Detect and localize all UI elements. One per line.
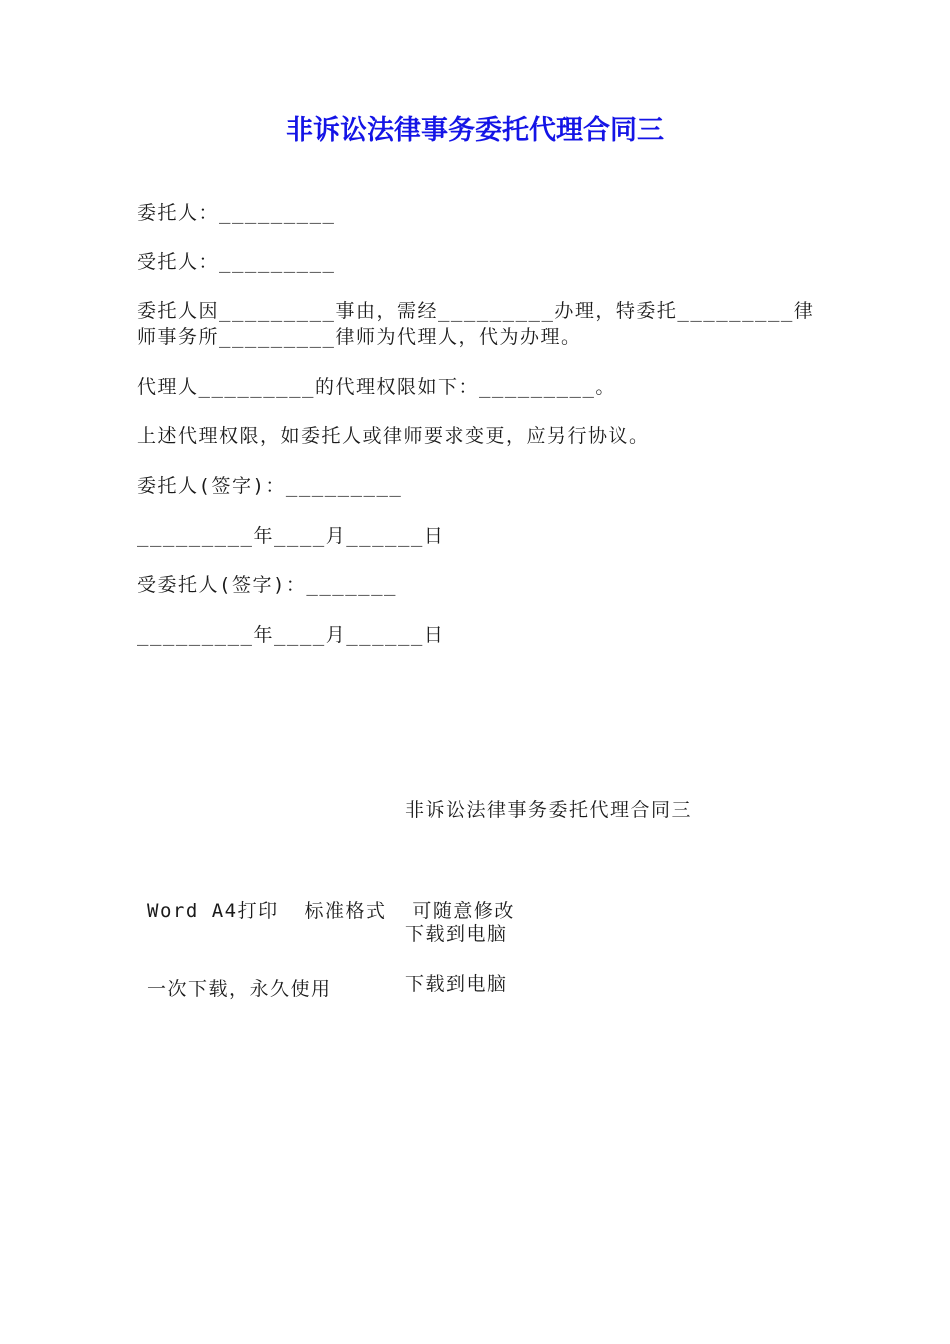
principal-date-line: _________年____月______日 — [137, 525, 445, 547]
feature-line-1: Word A4打印 标准格式 可随意修改 — [147, 900, 515, 922]
principal-line: 委托人：_________ — [137, 202, 336, 224]
page-title: 非诉讼法律事务委托代理合同三 — [286, 115, 664, 146]
download-link-1[interactable]: 下载到电脑 — [405, 923, 508, 945]
agent-date-line: _________年____月______日 — [137, 624, 445, 646]
download-link-2[interactable]: 下载到电脑 — [405, 973, 508, 995]
authority-paragraph: 代理人_________的代理权限如下：_________。 — [137, 376, 616, 398]
feature-line-2: 一次下载，永久使用 — [147, 978, 332, 1000]
agent-line: 受托人：_________ — [137, 251, 336, 273]
entrustment-paragraph: 委托人因_________事由，需经_________办理，特委托_________律师事务所_________律师为代理人，代为办理。 — [137, 300, 815, 348]
principal-signature-line: 委托人(签字)：_________ — [137, 475, 403, 497]
footer-title: 非诉讼法律事务委托代理合同三 — [405, 799, 693, 821]
change-clause-paragraph: 上述代理权限，如委托人或律师要求变更，应另行协议。 — [137, 425, 650, 447]
agent-signature-line: 受委托人(签字)：_______ — [137, 574, 397, 596]
